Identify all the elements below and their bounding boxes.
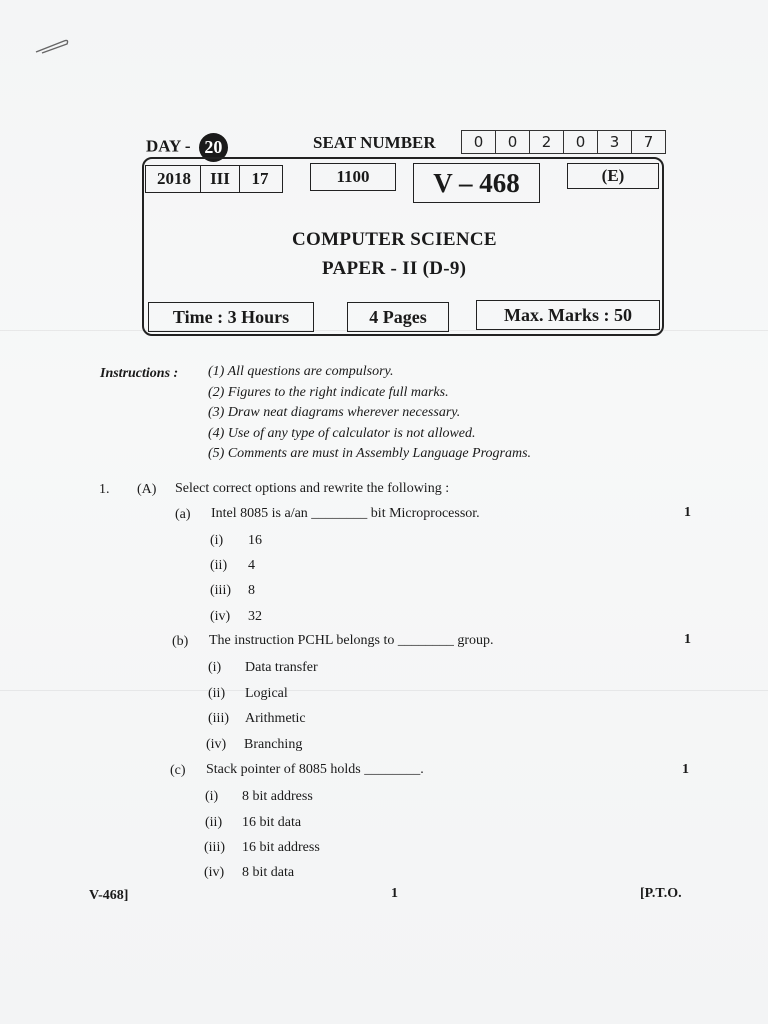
paper-code-box: V – 468 [413, 163, 540, 203]
option-text: Data transfer [245, 660, 318, 675]
max-marks-box: Max. Marks : 50 [476, 300, 660, 330]
option-label: (ii) [205, 815, 223, 830]
option-text: Branching [244, 737, 303, 752]
paper-title: PAPER - II (D-9) [322, 258, 467, 279]
medium-code-box: (E) [567, 163, 659, 189]
option-label: (i) [208, 660, 222, 675]
option-text: 16 [248, 533, 262, 548]
subquestion-label: (c) [170, 763, 186, 778]
option-label: (iv) [210, 609, 231, 624]
question-part: (A) [137, 482, 157, 497]
instruction-item: (1) All questions are compulsory. [208, 364, 394, 379]
option-label: (iii) [204, 840, 225, 855]
option-label: (iii) [208, 711, 229, 726]
option-label: (i) [205, 789, 219, 804]
question-number: 1. [99, 482, 110, 497]
exam-date-box [145, 165, 283, 193]
exam-month: III [210, 169, 230, 188]
option-text: 32 [248, 609, 262, 624]
instruction-item: (3) Draw neat diagrams wherever necessary. [208, 405, 461, 420]
option-label: (ii) [208, 686, 226, 701]
paper-fold-line [0, 690, 768, 691]
option-text: 16 bit data [242, 815, 302, 830]
marks-value: 1 [684, 505, 691, 520]
seat-number-boxes [461, 130, 666, 154]
seat-digit: 2 [530, 131, 564, 153]
option-text: 8 bit address [242, 789, 313, 804]
exam-date: 17 [251, 169, 269, 188]
staple-pin-icon [34, 38, 70, 54]
subquestion-text: Intel 8085 is a/an ________ bit Microprocessor. [211, 506, 480, 521]
instruction-item: (4) Use of any type of calculator is not allowed. [208, 426, 476, 441]
option-label: (iv) [206, 737, 227, 752]
marks-value: 1 [682, 762, 689, 777]
option-label: (ii) [210, 558, 228, 573]
option-text: 4 [248, 558, 255, 573]
subquestion-text: The instruction PCHL belongs to ________ group. [209, 633, 494, 648]
option-text: Logical [245, 686, 288, 701]
subquestion-label: (a) [175, 507, 191, 522]
pages-box: 4 Pages [347, 302, 449, 332]
instructions-label: Instructions : [100, 366, 179, 381]
seat-digit: 7 [643, 133, 654, 151]
time-box: Time : 3 Hours [148, 302, 314, 332]
option-label: (iii) [210, 583, 231, 598]
question-prompt: Select correct options and rewrite the following : [175, 481, 450, 496]
marks-value: 1 [684, 632, 691, 647]
seat-digit: 0 [462, 131, 496, 153]
subject-title: COMPUTER SCIENCE [292, 229, 497, 250]
page-number: 1 [391, 886, 398, 901]
option-label: (iv) [204, 865, 225, 880]
seat-digit: 0 [564, 131, 598, 153]
instruction-item: (5) Comments are must in Assembly Language Programs. [208, 446, 532, 461]
exam-year: 2018 [157, 169, 191, 188]
seat-digit: 3 [598, 131, 632, 153]
option-text: 8 bit data [242, 865, 295, 880]
seat-number-label: SEAT NUMBER [313, 133, 436, 152]
option-text: Arithmetic [245, 711, 306, 726]
option-text: 8 [248, 583, 255, 598]
day-number-badge: 20 [199, 133, 228, 162]
option-label: (i) [210, 533, 224, 548]
subquestion-label: (b) [172, 634, 189, 649]
subquestion-text: Stack pointer of 8085 holds ________. [206, 762, 424, 777]
option-text: 16 bit address [242, 840, 320, 855]
day-label: DAY - [146, 136, 191, 156]
please-turn-over: [P.T.O. [640, 886, 682, 901]
time-code-box: 1100 [310, 163, 396, 191]
footer-paper-code: V-468] [89, 888, 129, 903]
seat-digit: 0 [496, 131, 530, 153]
instruction-item: (2) Figures to the right indicate full marks. [208, 385, 449, 400]
